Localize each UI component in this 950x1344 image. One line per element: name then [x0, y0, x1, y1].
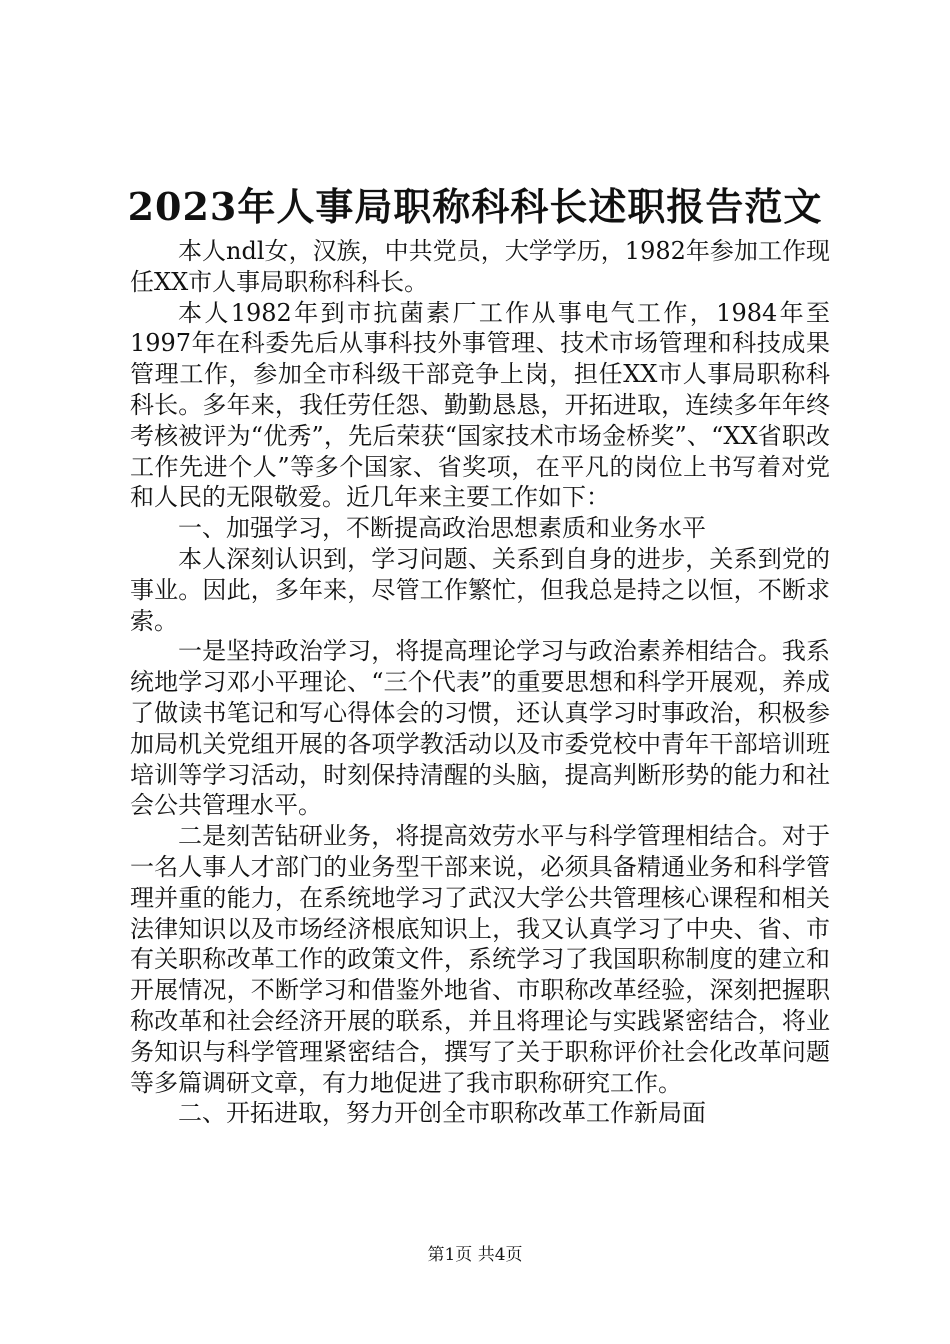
section-heading: 二、开拓进取，努力开创全市职称改革工作新局面 [178, 1099, 706, 1128]
paragraph: 本人深刻认识到，学习问题、关系到自身的进步，关系到党的事业。因此，多年来，尽管工作繁忙，但我总是持之以恒，不断求索。 [130, 544, 830, 635]
section-heading: 一、加强学习，不断提高政治思想素质和业务水平 [178, 514, 706, 543]
paragraph: 本人ndl女，汉族，中共党员，大学学历，1982年参加工作现任XX市人事局职称科科长。 [130, 237, 830, 296]
document-body [130, 236, 830, 1129]
paragraph: 本人1982年到市抗菌素厂工作从事电气工作，1984年至1997年在科委先后从事科技外事管理、技术市场管理和科技成果管理工作，参加全市科级干部竞争上岗，担任XX市人事局职称科科长。多年来，我任劳任怨、勤勤恳恳，开拓进取，连续多年年终考核被评为“优秀”，先后荣获“国家技术市场金桥奖”、“XX省职改工作先进个人”等多个国家、省奖项，在平凡的岗位上书写着对党和人民的无限敬爱。近几年来主要工作如下： [130, 298, 830, 512]
paragraph: 二是刻苦钻研业务，将提高效劳水平与科学管理相结合。对于一名人事人才部门的业务型干部来说，必须具备精通业务和科学管理并重的能力，在系统地学习了武汉大学公共管理核心课程和相关法律知识以及市场经济根底知识上，我又认真学习了中央、省、市有关职称改革工作的政策文件，系统学习了我国职称制度的建立和开展情况，不断学习和借鉴外地省、市职称改革经验，深刻把握职称改革和社会经济开展的联系，并且将理论与实践紧密结合，将业务知识与科学管理紧密结合，撰写了关于职称评价社会化改革问题等多篇调研文章，有力地促进了我市职称研究工作。 [130, 822, 830, 1097]
paragraph: 一是坚持政治学习，将提高理论学习与政治素养相结合。我系统地学习邓小平理论、“三个代表”的重要思想和科学开展观，养成了做读书笔记和写心得体会的习惯，还认真学习时事政治，积极参加局机关党组开展的各项学教活动以及市委党校中青年干部培训班培训等学习活动，时刻保持清醒的头脑，提高判断形势的能力和社会公共管理水平。 [130, 637, 830, 820]
document-title: 2023年人事局职称科科长述职报告范文 [127, 184, 823, 229]
page-number-footer: 第1页 共4页 [427, 1245, 523, 1265]
